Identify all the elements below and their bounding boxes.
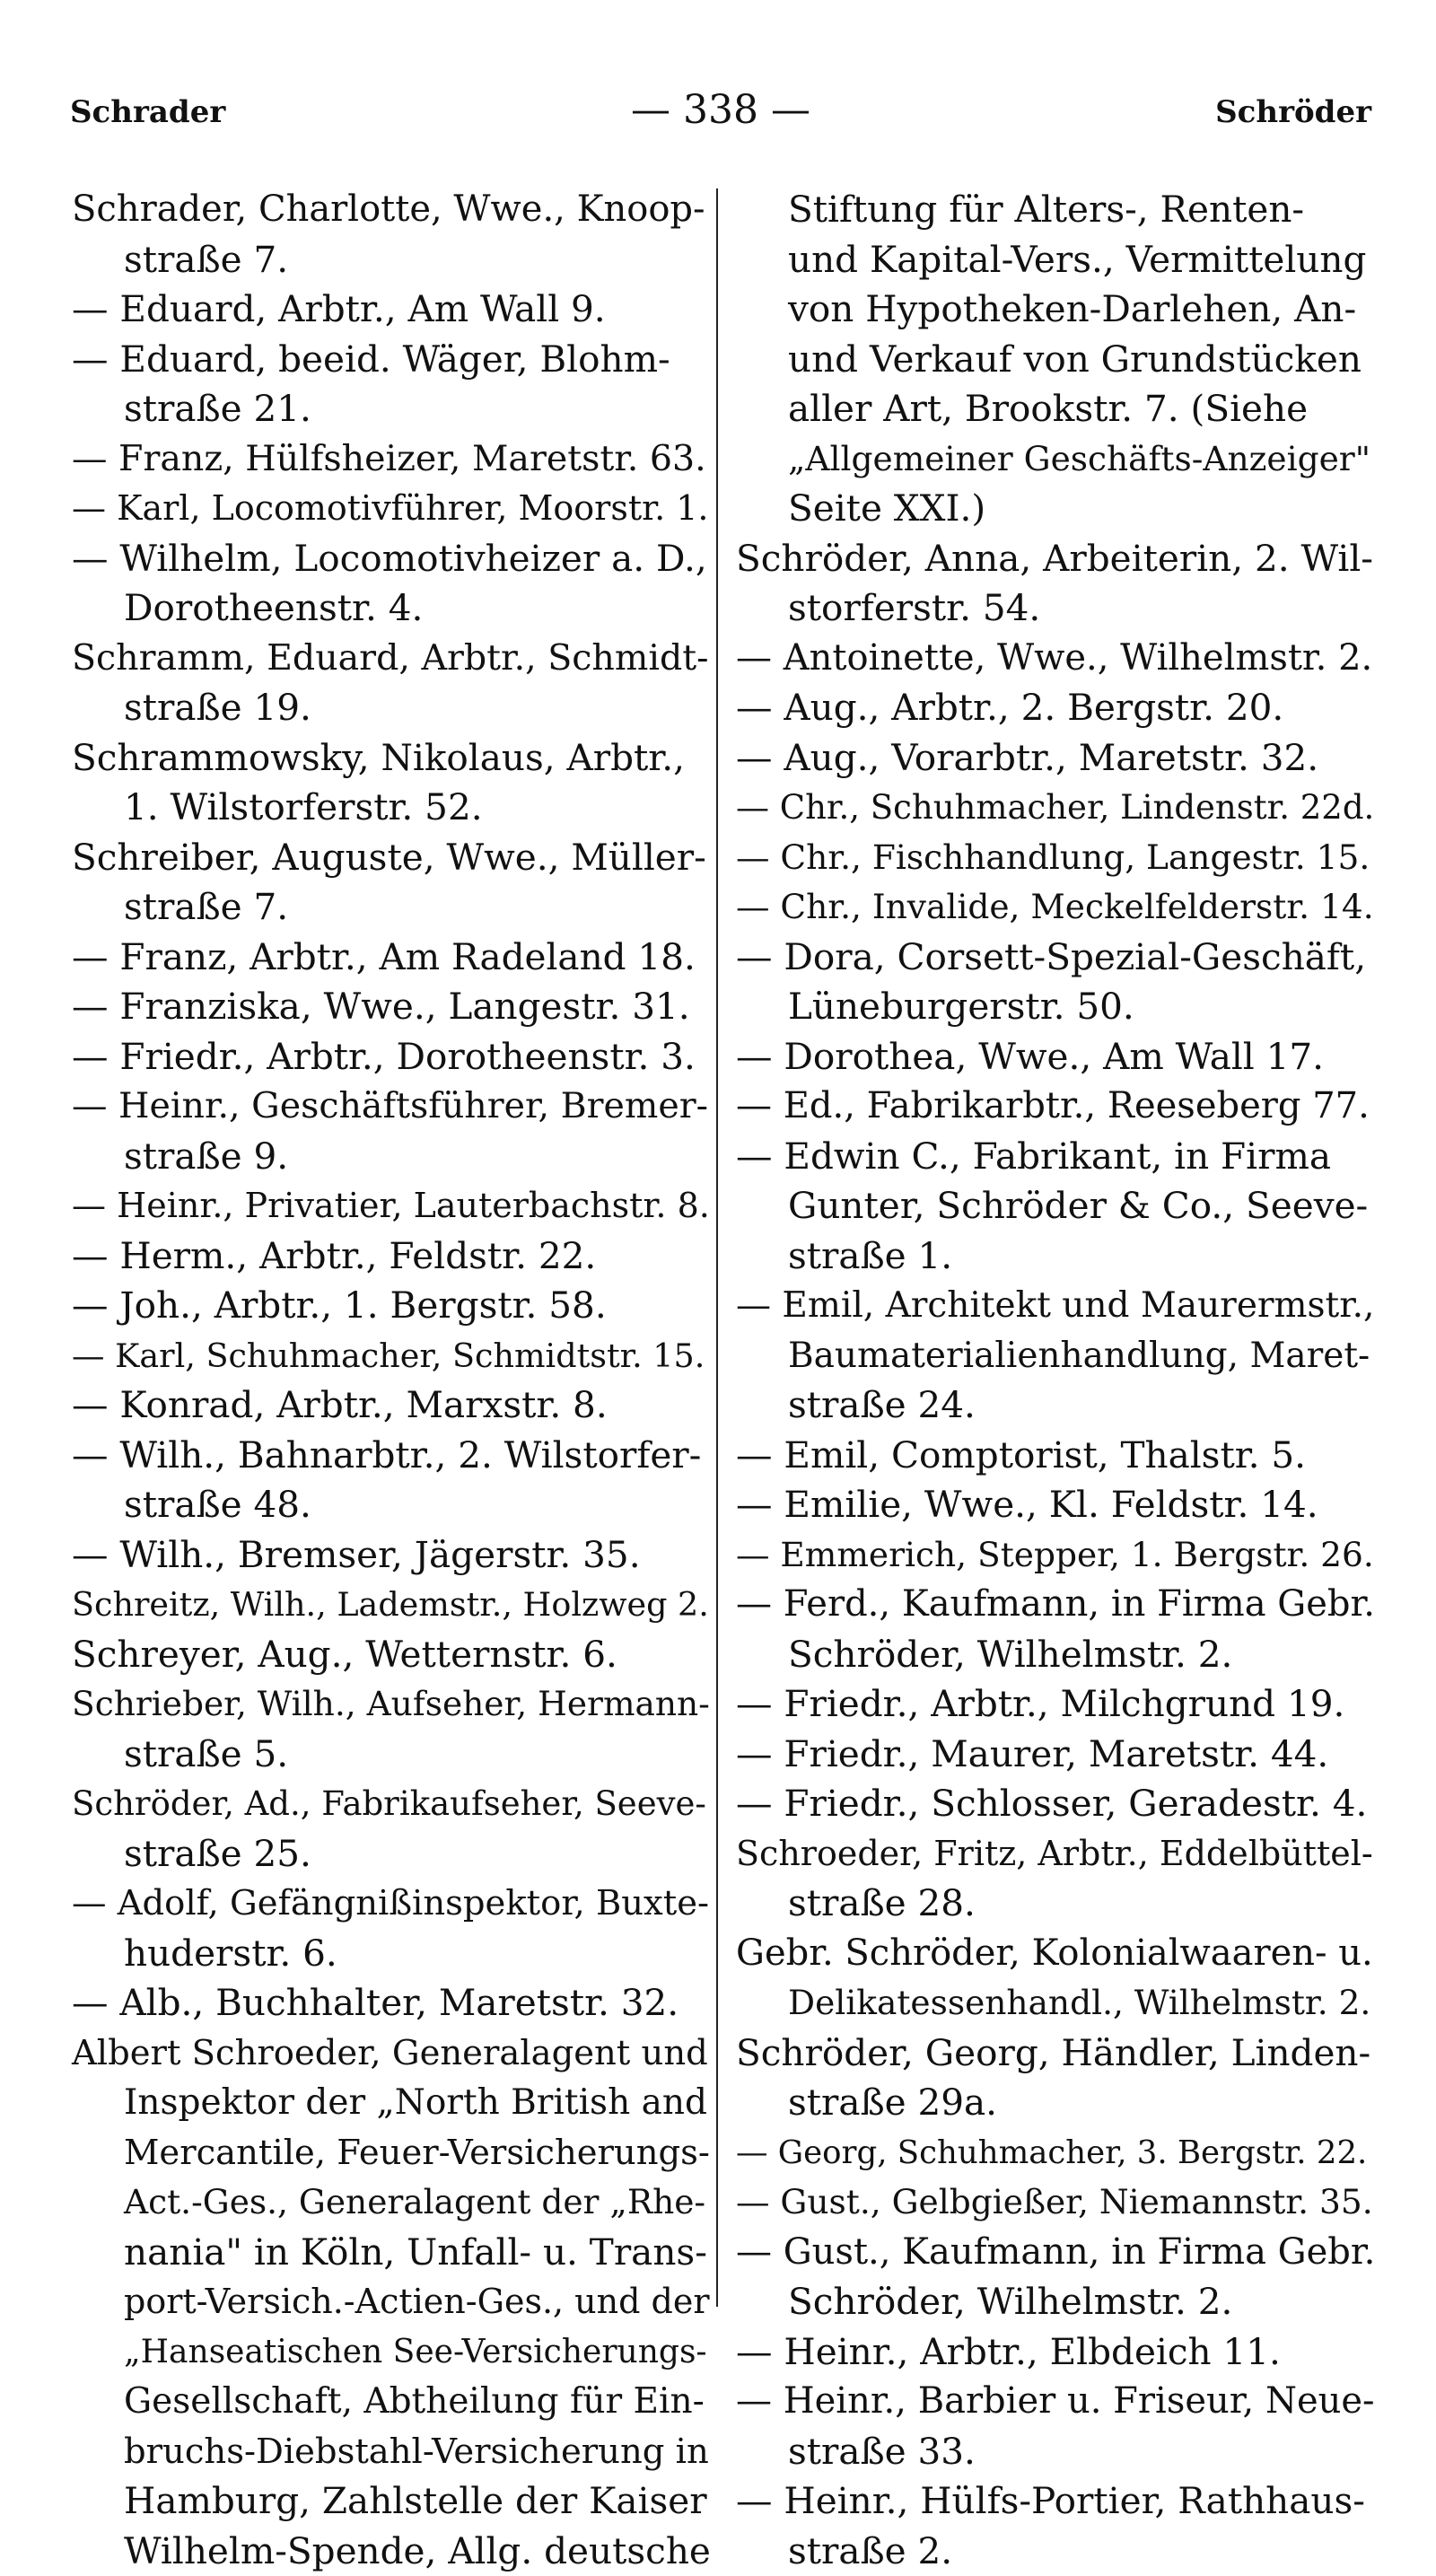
entry-line: — Friedr., Arbtr., Dorotheenstr. 3.	[72, 1032, 711, 1082]
entry-line: — Alb., Buchhalter, Maretstr. 32.	[72, 1978, 711, 2028]
entry-line: Schreyer, Aug., Wetternstr. 6.	[72, 1630, 711, 1680]
entry-line: Wilhelm-Spende, Allg. deutsche	[72, 2527, 711, 2576]
entry-line: — Emilie, Wwe., Kl. Feldstr. 14.	[736, 1480, 1375, 1530]
entry-line: — Friedr., Arbtr., Milchgrund 19.	[736, 1679, 1375, 1730]
entry-line: huderstr. 6.	[72, 1929, 711, 1979]
entry-line: — Emmerich, Stepper, 1. Bergstr. 26.	[736, 1530, 1375, 1581]
page-number: — 338 —	[70, 87, 1371, 133]
entry-line: Baumaterialienhandlung, Maret-	[736, 1331, 1375, 1381]
entry-line: — Emil, Comptorist, Thalstr. 5.	[736, 1431, 1375, 1481]
entry-line: straße 9.	[72, 1132, 711, 1182]
entry-line: Gebr. Schröder, Kolonialwaaren- u.	[736, 1929, 1375, 1979]
entry-line: straße 1.	[736, 1231, 1375, 1282]
header-right-keyword: Schröder	[1215, 94, 1371, 130]
entry-line: — Wilh., Bahnarbtr., 2. Wilstorfer-	[72, 1431, 711, 1481]
column-divider	[716, 188, 718, 2307]
entry-line: Schröder, Wilhelmstr. 2.	[736, 2277, 1375, 2327]
entry-line: Schramm, Eduard, Arbtr., Schmidt-	[72, 634, 711, 684]
page-header	[70, 94, 1371, 148]
entry-line: Gesellschaft, Abtheilung für Ein-	[72, 2377, 711, 2427]
entry-line: — Heinr., Barbier u. Friseur, Neue-	[736, 2377, 1375, 2427]
entry-line: „Allgemeiner Geschäfts-Anzeiger"	[736, 434, 1375, 485]
entry-line: — Joh., Arbtr., 1. Bergstr. 58.	[72, 1281, 711, 1331]
entry-line: straße 24.	[736, 1380, 1375, 1431]
entry-line: Hamburg, Zahlstelle der Kaiser	[72, 2476, 711, 2527]
entry-line: straße 2.	[736, 2527, 1375, 2576]
entry-line: — Eduard, Arbtr., Am Wall 9.	[72, 285, 711, 335]
entry-line: straße 7.	[72, 882, 711, 933]
entry-line: — Edwin C., Fabrikant, in Firma	[736, 1132, 1375, 1182]
entry-line: straße 19.	[72, 683, 711, 733]
entry-line: — Aug., Vorarbtr., Maretstr. 32.	[736, 733, 1375, 784]
entry-line: — Emil, Architekt und Maurermstr.,	[736, 1281, 1375, 1331]
entry-line: — Aug., Arbtr., 2. Bergstr. 20.	[736, 683, 1375, 733]
entry-line: aller Art, Brookstr. 7. (Siehe	[736, 384, 1375, 434]
entry-line: — Franz, Hülfsheizer, Maretstr. 63.	[72, 434, 711, 485]
entry-line: straße 25.	[72, 1829, 711, 1879]
entry-line: — Heinr., Geschäftsführer, Bremer-	[72, 1082, 711, 1132]
entry-line: — Georg, Schuhmacher, 3. Bergstr. 22.	[736, 2128, 1375, 2178]
entry-line: Schröder, Georg, Händler, Linden-	[736, 2028, 1375, 2079]
entry-line: Schreiber, Auguste, Wwe., Müller-	[72, 833, 711, 883]
entry-line: Schreitz, Wilh., Lademstr., Holzweg 2.	[72, 1580, 711, 1630]
entry-line: Lüneburgerstr. 50.	[736, 982, 1375, 1032]
entry-line: — Konrad, Arbtr., Marxstr. 8.	[72, 1380, 711, 1431]
entry-line: — Adolf, Gefängnißinspektor, Buxte-	[72, 1879, 711, 1929]
entry-line: — Chr., Schuhmacher, Lindenstr. 22d.	[736, 783, 1375, 833]
entry-line: storferstr. 54.	[736, 583, 1375, 634]
entry-line: — Wilhelm, Locomotivheizer a. D.,	[72, 534, 711, 584]
entry-line: straße 21.	[72, 384, 711, 434]
entry-line: — Wilh., Bremser, Jägerstr. 35.	[72, 1530, 711, 1581]
entry-line: — Ed., Fabrikarbtr., Reeseberg 77.	[736, 1082, 1375, 1132]
entry-line: — Friedr., Maurer, Maretstr. 44.	[736, 1730, 1375, 1780]
entry-line: Act.-Ges., Generalagent der „Rhe-	[72, 2177, 711, 2228]
entry-line: — Karl, Schuhmacher, Schmidtstr. 15.	[72, 1331, 711, 1381]
entry-line: Seite XXI.)	[736, 484, 1375, 534]
entry-line: Schrammowsky, Nikolaus, Arbtr.,	[72, 733, 711, 784]
entry-line: 1. Wilstorferstr. 52.	[72, 783, 711, 833]
entry-line: und Kapital-Vers., Vermittelung	[736, 235, 1375, 285]
entry-line: straße 48.	[72, 1480, 711, 1530]
entry-line: Schröder, Ad., Fabrikaufseher, Seeve-	[72, 1779, 711, 1829]
entry-line: — Franz, Arbtr., Am Radeland 18.	[72, 933, 711, 983]
entry-line: Schroeder, Fritz, Arbtr., Eddelbüttel-	[736, 1829, 1375, 1879]
entry-line: straße 5.	[72, 1730, 711, 1780]
right-column	[736, 185, 1375, 2576]
entry-line: Gunter, Schröder & Co., Seeve-	[736, 1181, 1375, 1231]
entry-line: und Verkauf von Grundstücken	[736, 335, 1375, 385]
entry-line: Delikatessenhandl., Wilhelmstr. 2.	[736, 1978, 1375, 2028]
header-left-keyword: Schrader	[70, 94, 225, 130]
entry-line: Mercantile, Feuer-Versicherungs-	[72, 2128, 711, 2178]
entry-line: — Heinr., Hülfs-Portier, Rathhaus-	[736, 2476, 1375, 2527]
entry-line: — Antoinette, Wwe., Wilhelmstr. 2.	[736, 634, 1375, 684]
entry-line: straße 28.	[736, 1879, 1375, 1929]
entry-line: straße 7.	[72, 235, 711, 285]
entry-line: Dorotheenstr. 4.	[72, 583, 711, 634]
entry-line: Schröder, Anna, Arbeiterin, 2. Wil-	[736, 534, 1375, 584]
entry-line: — Herm., Arbtr., Feldstr. 22.	[72, 1231, 711, 1282]
entry-line: — Heinr., Privatier, Lauterbachstr. 8.	[72, 1181, 711, 1231]
entry-line: — Dorothea, Wwe., Am Wall 17.	[736, 1032, 1375, 1082]
entry-line: Schrader, Charlotte, Wwe., Knoop-	[72, 185, 711, 235]
entry-line: — Chr., Fischhandlung, Langestr. 15.	[736, 833, 1375, 883]
entry-line: Stiftung für Alters-, Renten-	[736, 185, 1375, 235]
entry-line: Schrieber, Wilh., Aufseher, Hermann-	[72, 1679, 711, 1730]
entry-line: — Eduard, beeid. Wäger, Blohm-	[72, 335, 711, 385]
entry-line: straße 29a.	[736, 2078, 1375, 2128]
entry-line: straße 33.	[736, 2427, 1375, 2477]
entry-line: — Friedr., Schlosser, Geradestr. 4.	[736, 1779, 1375, 1829]
entry-line: nania" in Köln, Unfall- u. Trans-	[72, 2228, 711, 2278]
entry-line: — Chr., Invalide, Meckelfelderstr. 14.	[736, 882, 1375, 933]
entry-line: — Gust., Kaufmann, in Firma Gebr.	[736, 2228, 1375, 2278]
entry-line: von Hypotheken-Darlehen, An-	[736, 285, 1375, 335]
entry-line: — Ferd., Kaufmann, in Firma Gebr.	[736, 1580, 1375, 1630]
left-column	[72, 185, 711, 2576]
entry-line: Albert Schroeder, Generalagent und	[72, 2028, 711, 2079]
entry-line: bruchs-Diebstahl-Versicherung in	[72, 2427, 711, 2477]
entry-line: — Gust., Gelbgießer, Niemannstr. 35.	[736, 2177, 1375, 2228]
entry-line: Inspektor der „North British and	[72, 2078, 711, 2128]
entry-line: — Franziska, Wwe., Langestr. 31.	[72, 982, 711, 1032]
entry-line: — Heinr., Arbtr., Elbdeich 11.	[736, 2327, 1375, 2378]
entry-line: „Hanseatischen See-Versicherungs-	[72, 2327, 711, 2378]
entry-line: port-Versich.-Actien-Ges., und der	[72, 2277, 711, 2327]
entry-line: Schröder, Wilhelmstr. 2.	[736, 1630, 1375, 1680]
entry-line: — Karl, Locomotivführer, Moorstr. 1.	[72, 484, 711, 534]
entry-line: — Dora, Corsett-Spezial-Geschäft,	[736, 933, 1375, 983]
